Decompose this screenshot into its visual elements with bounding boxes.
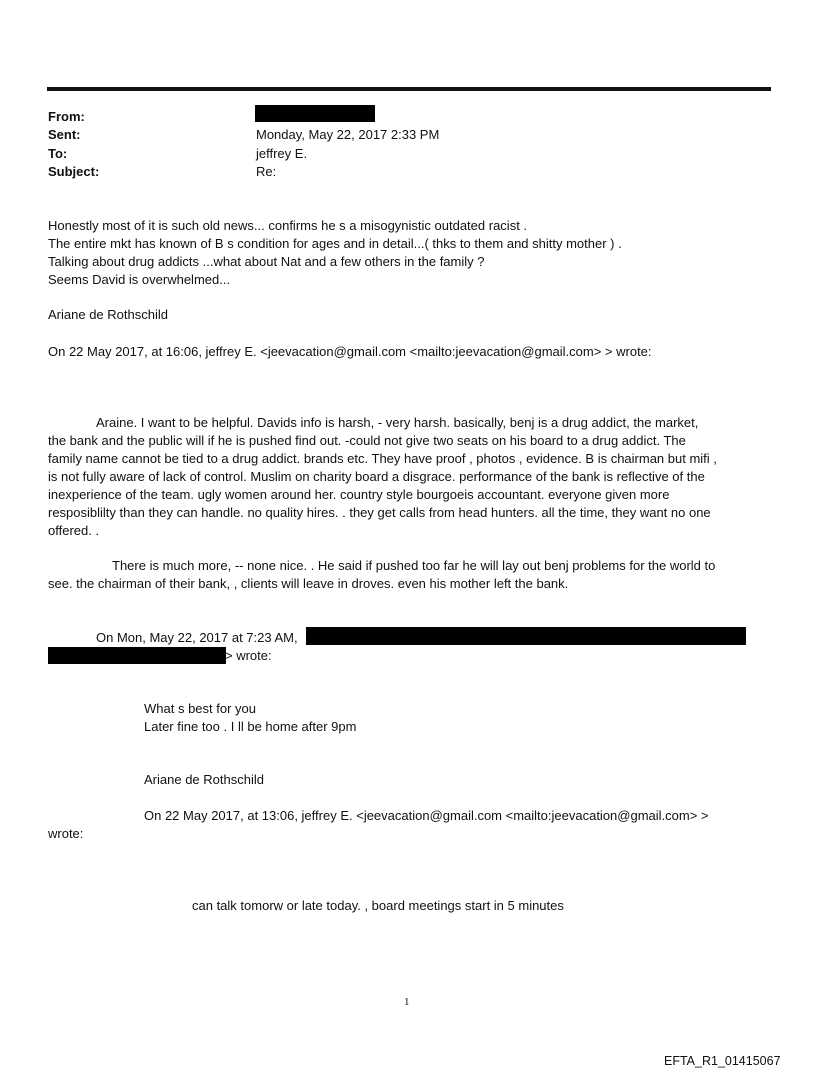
quoted-signature: Ariane de Rothschild — [144, 772, 264, 787]
quoted-line: the bank and the public will if he is pushed find out. -could not give two seats on his board to a drug addict. The — [48, 433, 686, 448]
reply-line: The entire mkt has known of B s condition for ages and in detail...( thks to them and shitty mother ) . — [48, 236, 622, 251]
to-label: To: — [48, 146, 68, 161]
from-redaction — [255, 105, 375, 122]
quoted-line: Later fine too . I ll be home after 9pm — [144, 719, 357, 734]
from-label: From: — [48, 109, 85, 124]
sent-value: Monday, May 22, 2017 2:33 PM — [256, 127, 440, 142]
reply-line: Talking about drug addicts ...what about Nat and a few others in the family ? — [48, 254, 485, 269]
quoted-line: There is much more, -- none nice. . He said if pushed too far he will lay out benj problems for the world to — [112, 558, 716, 573]
header-rule — [47, 87, 771, 91]
quoted-line: resposiblilty than they can handle. no quality hires. . they get calls from head hunters. all the time, they want no one — [48, 505, 711, 520]
sent-label: Sent: — [48, 127, 81, 142]
quoted-line: Araine. I want to be helpful. Davids info is harsh, - very harsh. basically, benj is a drug addict, the market, — [96, 415, 699, 430]
quote-header-3: On 22 May 2017, at 13:06, jeffrey E. <jeevacation@gmail.com <mailto:jeevacation@gmail.com> > — [144, 808, 709, 823]
quoted-line: offered. . — [48, 523, 100, 538]
quoted-line: see. the chairman of their bank, , clients will leave in droves. even his mother left the bank. — [48, 576, 569, 591]
quote-header-2: On Mon, May 22, 2017 at 7:23 AM, — [96, 630, 298, 645]
page-number: 1 — [404, 996, 410, 1008]
bates-stamp: EFTA_R1_01415067 — [664, 1054, 781, 1068]
to-value: jeffrey E. — [256, 146, 308, 161]
quoted-line: family name cannot be tied to a drug addict. brands etc. They have proof , photos , evidence. B is chairman but mifi , — [48, 451, 717, 466]
quoted-line: is not fully aware of lack of control. Muslim on charity board a disgrace. performance of the bank is reflective of the — [48, 469, 705, 484]
redaction-bar — [306, 627, 746, 645]
redaction-bar — [48, 647, 226, 664]
quote-header-3-wrap: wrote: — [48, 826, 84, 841]
subject-label: Subject: — [48, 164, 100, 179]
reply-signature: Ariane de Rothschild — [48, 307, 168, 322]
quote-header-2-suffix: > wrote: — [225, 648, 272, 663]
quoted-line: What s best for you — [144, 701, 256, 716]
quoted-line: can talk tomorw or late today. , board meetings start in 5 minutes — [192, 898, 564, 913]
reply-line: Seems David is overwhelmed... — [48, 272, 231, 287]
quote-header-1: On 22 May 2017, at 16:06, jeffrey E. <jeevacation@gmail.com <mailto:jeevacation@gmail.com> > wrote: — [48, 344, 652, 359]
subject-value: Re: — [256, 164, 277, 179]
reply-line: Honestly most of it is such old news... confirms he s a misogynistic outdated racist . — [48, 218, 528, 233]
quoted-line: inexperience of the team. ugly women around her. country style bourgoeis accountant. everyone given more — [48, 487, 670, 502]
